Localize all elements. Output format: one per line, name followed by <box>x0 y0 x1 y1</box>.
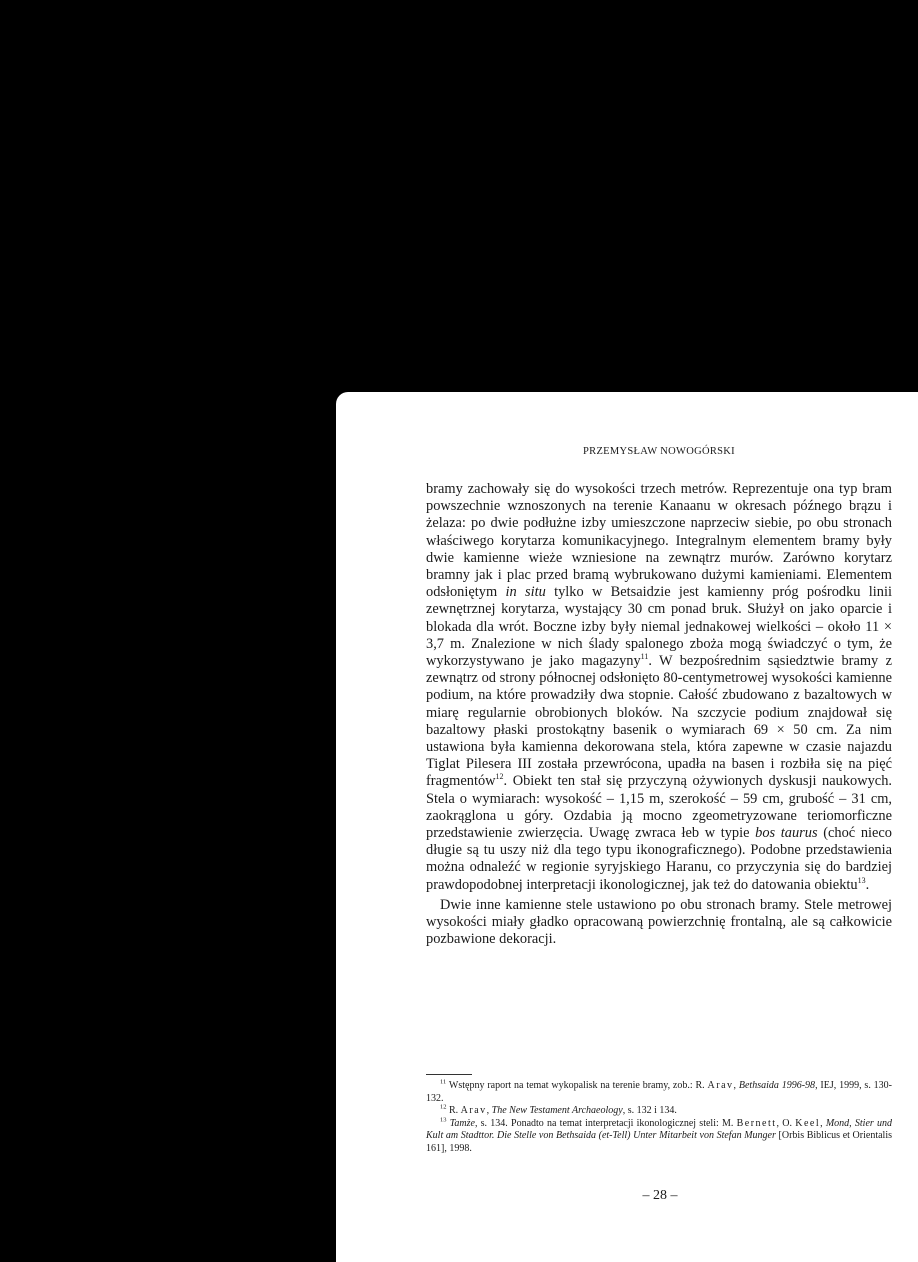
text-run: tylko w Betsaidzie jest kamienny próg pośrodku linii zewnętrznej korytarza, wystający 30 cm ponad bruk. Służył on jako oparcie i blokada dla wrót. Boczne izby były niemal jednakowej wielkości – około 11 × 3,7 m. Znalezione w nich ślady spalonego zboża mogą świadczyć o tym, że wykorzystywano je jako magazyny <box>426 584 892 670</box>
paragraph-1 <box>426 481 892 894</box>
footnote-ref-12: 12 <box>495 772 504 782</box>
text-run: , s. 132 i 134. <box>622 1105 677 1117</box>
author-name: Arav <box>707 1080 734 1091</box>
paragraph-2: Dwie inne kamienne stele ustawiono po obu stronach bramy. Stele metrowej wysokości miały gładko opracowaną powierzchnię frontalną, ale są całkowicie pozbawione dekoracji. <box>426 896 892 948</box>
text-run: (choć nieco długie są tu uszy niż dla tego typu ikonograficznego). Podobne przedstawienia można odnaleźć w regionie syryjskiego Haranu, co przyczynia się do bardziej prawdopodobnej interpretacji ikonologicznej, jak też do datowania obiektu <box>426 825 892 893</box>
page-number: – 28 – <box>642 1188 678 1203</box>
footnote-11 <box>426 1080 892 1105</box>
text-run: Wstępny raport na temat wykopalisk na terenie bramy, zob.: R. <box>446 1080 708 1091</box>
footnote-ref-11: 11 <box>640 652 649 662</box>
author-name: Arav <box>460 1105 487 1117</box>
footnote-13 <box>426 1118 892 1156</box>
text-run: R. <box>446 1105 461 1117</box>
scan-background-left <box>0 392 336 1262</box>
text-run: , s. 134. Ponadto na temat interpretacji ikonologicznej steli: M. <box>474 1117 737 1129</box>
italic-term: bos taurus <box>755 825 818 842</box>
text-run: . <box>865 876 870 893</box>
footnote-number: 12 <box>440 1103 447 1111</box>
main-text <box>426 481 892 948</box>
footnote-number: 13 <box>440 1116 447 1124</box>
work-title: Bethsaida 1996-98 <box>738 1080 816 1091</box>
text-run: . W bezpośrednim sąsiedztwie bramy z zewnątrz od strony północnej odsłonięto 80-centymetrowej wysokości kamienne podium, na które prowadziły dwa stopnie. Całość zbudowano z bazaltowych w miarę regularnie obrobionych bloków. Na szczycie podium znajdował się bazaltowy płaski prostokątny basenik o wymiarach 69 × 50 cm. Za nim ustawiona była kamienna dekorowana stela, która zapewne w czasie najazdu Tiglat Pilesera III została przewrócona, upadła na basen i rozbiła się na pięć fragmentów <box>426 653 892 790</box>
footnote-divider <box>426 1074 472 1075</box>
footnotes <box>426 1080 892 1156</box>
scan-background-top <box>0 0 918 392</box>
text-run: . Obiekt ten stał się przyczyną ożywionych dyskusji naukowych. Stela o wymiarach: wysokość – 1,15 m, szerokość – 59 cm, grubość – 31 cm, zaokrąglona u góry. Ozdabia ją mocno zgeometryzowane teriomorficzne przedstawienie zwierzęcia. Uwagę zwraca łeb w typie <box>426 773 892 842</box>
text-run: , IEJ, 1999, s. 130-132. <box>426 1080 893 1104</box>
text-run: , O. <box>776 1117 796 1129</box>
footnote-12 <box>426 1105 892 1118</box>
footnote-number: 11 <box>440 1078 447 1086</box>
italic-term: in situ <box>505 584 546 601</box>
tamze-term: Tamże <box>449 1117 475 1129</box>
text-run: , <box>733 1080 739 1091</box>
text-run: [Orbis Biblicus et Orientalis 161], 1998. <box>426 1130 892 1154</box>
footnote-ref-13: 13 <box>857 875 866 885</box>
text-run: , <box>820 1117 826 1129</box>
author-name: Keel <box>795 1117 821 1129</box>
author-name: Bernett <box>736 1117 777 1129</box>
text-run: bramy zachowały się do wysokości trzech metrów. Reprezentuje ona typ bram powszechnie wznoszonych na terenie Kanaanu w okresach późnego brązu i żelaza: po dwie podłużne izby umieszczone naprzeciw siebie, po obu stronach właściwego korytarza komunikacyjnego. Integralnym elementem bramy były dwie kamienne wieże wzniesione na zewnątrz murów. Zarówno korytarz bramny jak i plac przed bramą wybrukowano dużymi kamieniami. Elementem odsłoniętym <box>426 481 892 601</box>
text-run: , <box>486 1105 492 1117</box>
work-title: The New Testament Archaeology <box>491 1105 623 1117</box>
running-header: PRZEMYSŁAW NOWOGÓRSKI <box>583 446 735 457</box>
work-title: Mond, Stier und Kult am Stadttor. Die Stelle von Bethsaida (et-Tell) Unter Mitarbeit von Stefan Munger <box>426 1117 893 1142</box>
